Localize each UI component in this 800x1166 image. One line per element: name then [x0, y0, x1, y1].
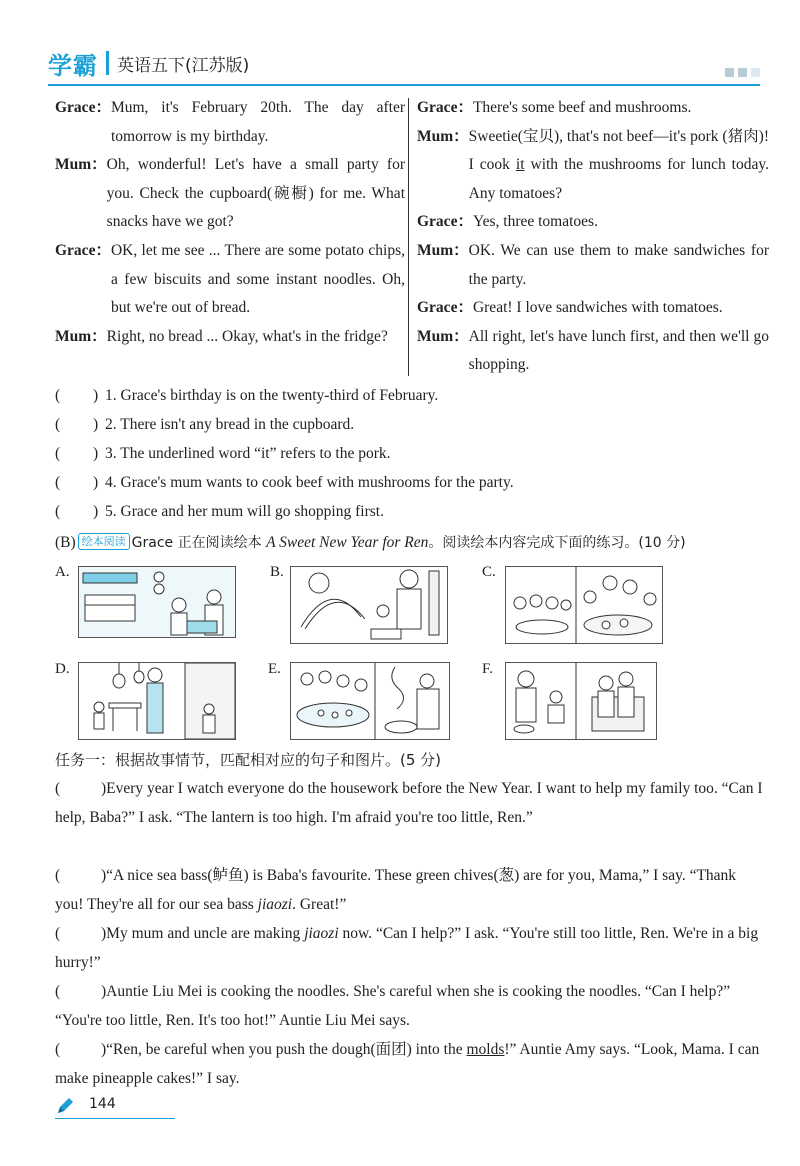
- dialogue-left-column: [55, 94, 405, 351]
- utterance: All right, let's have lunch first, and then we'll go shopping.: [468, 327, 769, 374]
- utterance: There's some beef and mushrooms.: [472, 99, 692, 116]
- task-text: )My mum and uncle are making jiaozi now. “Can I help?” I ask. “You're still too little, Ren. We're in a big hurry!”: [55, 925, 759, 971]
- pineapple-cake-illustration: [506, 663, 656, 739]
- jiaozi-making-illustration: [291, 663, 449, 739]
- column-divider: [408, 98, 409, 376]
- question-number: 3.: [105, 445, 117, 462]
- answer-blank[interactable]: (: [55, 925, 61, 942]
- answer-blank[interactable]: (: [55, 780, 61, 797]
- picture-d: [78, 662, 236, 740]
- utterance: OK. We can use them to make sandwiches for the party.: [468, 241, 769, 288]
- book-title: A Sweet New Year for Ren: [266, 534, 429, 551]
- book-subtitle: 英语五下(江苏版): [117, 55, 250, 76]
- header-rule: [48, 84, 760, 86]
- answer-blank[interactable]: (: [55, 1041, 61, 1058]
- section-instruction-post: 。阅读绘本内容完成下面的练习。(10 分): [428, 535, 686, 551]
- utterance: [469, 123, 769, 209]
- dialogue-turn: [417, 123, 769, 209]
- question-item: ( ) 4. Grace's mum wants to cook beef with mushrooms for the party.: [55, 474, 514, 491]
- dialogue-turn: [55, 323, 405, 352]
- answer-blank[interactable]: (: [55, 474, 61, 491]
- task-sentence: “Ren, be careful when you push the dough(面团) into the: [106, 1041, 467, 1058]
- question-text: Grace's mum wants to cook beef with mushrooms for the party.: [120, 474, 514, 491]
- dialogue-turn: [417, 294, 769, 323]
- answer-blank[interactable]: (: [55, 445, 61, 462]
- question-number: 4.: [105, 474, 117, 491]
- question-number: 5.: [105, 503, 117, 520]
- task-sentence: “A nice sea bass(鲈鱼) is Baba's favourite. These green chives(葱) are for you, Mama,” I say. “Thank you! They're all for our sea bass: [55, 867, 737, 913]
- speaker: Mum：: [417, 327, 469, 345]
- pencil-icon: [55, 1096, 75, 1116]
- dialogue-turn: [417, 208, 769, 237]
- picture-a: [78, 566, 236, 638]
- page-footer: [55, 1094, 215, 1122]
- answer-blank[interactable]: (: [55, 867, 61, 884]
- picture-b: [290, 566, 448, 644]
- speaker: Grace：: [417, 213, 473, 231]
- question-item: ( ) 1. Grace's birthday is on the twenty-third of February.: [55, 387, 439, 404]
- dialogue-turn: [417, 94, 769, 123]
- footer-rule: [55, 1118, 175, 1119]
- utterance: Great! I love sandwiches with tomatoes.: [472, 299, 723, 317]
- question-item: ( ) 5. Grace and her mum will go shopping first.: [55, 503, 384, 520]
- hanging-lantern-illustration: [79, 663, 235, 739]
- question-item: ( ) 2. There isn't any bread in the cupboard.: [55, 416, 355, 433]
- family-dinner-illustration: [506, 567, 662, 643]
- speaker: Grace：: [55, 241, 111, 259]
- page-number: 144: [89, 1096, 116, 1112]
- task-text: )“A nice sea bass(鲈鱼) is Baba's favourite. These green chives(葱) are for you, Mama,” I say. “Thank you! They're all for our sea bass jiaozi. Great!”: [55, 867, 737, 913]
- utterance: Mum, it's February 20th. The day after tomorrow is my birthday.: [110, 99, 405, 145]
- speaker: Grace：: [417, 99, 473, 116]
- dialogue-turn: [55, 94, 405, 151]
- underlined-word: molds: [466, 1041, 505, 1058]
- section-label: (B): [55, 534, 76, 551]
- utterance: Right, no bread ... Okay, what's in the fridge?: [106, 327, 388, 345]
- market-stall-illustration: [79, 567, 235, 637]
- speaker: Grace：: [417, 299, 473, 317]
- task-sentence: My mum and uncle are making: [106, 925, 305, 942]
- picture-label-c: C.: [482, 564, 496, 580]
- underlined-word: it: [515, 156, 525, 174]
- task-text: )“Ren, be careful when you push the dough(面团) into the molds!” Auntie Amy says. “Look, Mama. I can make pineapple cakes!” I say.: [55, 1041, 760, 1087]
- answer-blank[interactable]: (: [55, 983, 61, 1000]
- picture-c: [505, 566, 663, 644]
- speaker: Mum：: [55, 156, 107, 174]
- task-item: [55, 775, 765, 833]
- dialogue-turn: [417, 237, 769, 294]
- task-sentence: Every year I watch everyone do the housework before the New Year. I want to help my family too. “Can I help, Baba?” I ask. “The lantern is too high. I'm afraid you're too little, Ren.”: [55, 780, 763, 826]
- header-decoration: [725, 68, 760, 77]
- task-item: [55, 978, 765, 1036]
- task-item: [55, 920, 765, 978]
- picture-label-f: F.: [482, 661, 493, 677]
- picture-e: [290, 662, 450, 740]
- italic-word: jiaozi: [257, 895, 293, 913]
- question-text: Grace and her mum will go shopping first.: [120, 503, 384, 520]
- speaker: Mum：: [55, 327, 107, 345]
- speaker: Mum：: [417, 241, 469, 259]
- answer-blank[interactable]: (: [55, 416, 61, 433]
- dialogue-box: [55, 94, 769, 380]
- question-text: Grace's birthday is on the twenty-third of February.: [120, 387, 439, 404]
- picture-label-d: D.: [55, 661, 70, 677]
- task-sentence: !” Auntie Amy says. “Look, Mama. I can make pineapple cakes!” I say.: [55, 1041, 760, 1087]
- picture-label-e: E.: [268, 661, 281, 677]
- section-tag: 绘本阅读: [78, 533, 130, 550]
- question-text: There isn't any bread in the cupboard.: [120, 416, 355, 433]
- logo-text: 学霸: [48, 51, 98, 80]
- section-b-heading: [55, 532, 686, 552]
- dialogue-right-column: [417, 94, 769, 380]
- picture-label-a: A.: [55, 564, 70, 580]
- speaker: Grace：: [55, 99, 111, 116]
- logo-divider: [106, 51, 109, 75]
- question-item: ( ) 3. The underlined word “it” refers to the pork.: [55, 445, 391, 462]
- task-item: [55, 862, 765, 920]
- task1-title: 任务一：根据故事情节，匹配相对应的句子和图片。(5 分): [55, 751, 442, 769]
- speaker: Mum：: [417, 127, 469, 145]
- question-number: 1.: [105, 387, 117, 404]
- task-item: [55, 1036, 765, 1094]
- picture-f: [505, 662, 657, 740]
- utterance: Yes, three tomatoes.: [472, 213, 598, 231]
- utterance-part: Sweetie(宝贝), that's not beef—it's pork (猪肉)! I cook: [468, 127, 769, 174]
- utterance: Oh, wonderful! Let's have a small party for you. Check the cupboard(碗橱) for me. What snacks have we got?: [106, 156, 405, 231]
- answer-blank[interactable]: (: [55, 503, 61, 520]
- page-header: [0, 0, 800, 92]
- noodle-making-illustration: [291, 567, 447, 643]
- section-instruction-pre: Grace 正在阅读绘本: [131, 535, 267, 551]
- task-sentence: now. “Can I help?” I ask. “You're still too little, Ren. We're in a big hurry!”: [55, 925, 759, 971]
- task-sentence: . Great!”: [292, 895, 347, 913]
- utterance-part: with the mushrooms for lunch today. Any tomatoes?: [468, 156, 769, 202]
- dialogue-turn: [55, 151, 405, 237]
- italic-word: jiaozi: [304, 925, 339, 942]
- question-number: 2.: [105, 416, 117, 433]
- dialogue-turn: [55, 237, 405, 323]
- answer-blank[interactable]: (: [55, 387, 61, 404]
- task-text: )Every year I watch everyone do the housework before the New Year. I want to help my family too. “Can I help, Baba?” I ask. “The lantern is too high. I'm afraid you're too little, Ren.”: [55, 780, 763, 826]
- question-text: The underlined word “it” refers to the pork.: [120, 445, 391, 462]
- dialogue-turn: [417, 323, 769, 380]
- task-sentence: Auntie Liu Mei is cooking the noodles. She's careful when she is cooking the noodles. “Can I help?” “You're too little, Ren. It's too hot!” Auntie Liu Mei says.: [55, 983, 731, 1029]
- picture-label-b: B.: [270, 564, 284, 580]
- logo: [48, 48, 249, 78]
- task-text: )Auntie Liu Mei is cooking the noodles. She's careful when she is cooking the noodles. “Can I help?” “You're too little, Ren. It's too hot!” Auntie Liu Mei says.: [55, 983, 731, 1029]
- utterance: OK, let me see ... There are some potato chips, a few biscuits and some instant noodles. Oh, but we're out of bread.: [110, 241, 405, 317]
